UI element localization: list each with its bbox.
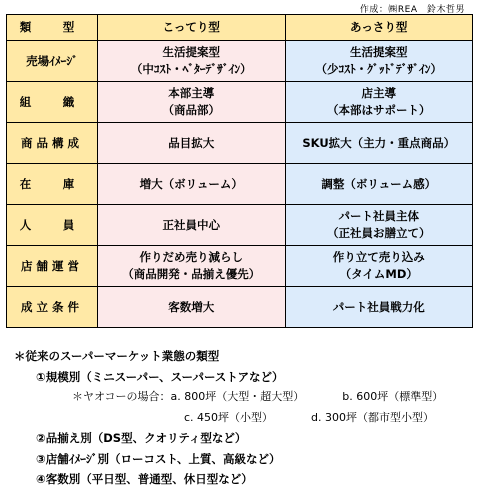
table-row — [7, 123, 473, 164]
note-yaoko-line-1 — [14, 387, 443, 408]
row-label — [7, 287, 98, 328]
kotteri-cell — [98, 82, 286, 123]
row-label-text: 在 庫 — [19, 176, 85, 191]
assari-cell — [285, 205, 473, 246]
cell-line: 生活提案型 — [162, 45, 220, 59]
assari-cell — [285, 164, 473, 205]
note-item-2: ②品揃え別（DS型、クオリティ型など） — [36, 431, 247, 445]
row-label — [7, 246, 98, 287]
row-label — [7, 164, 98, 205]
cell-line: 本部主導 — [168, 86, 215, 100]
note-yaoko-line-2 — [14, 408, 443, 429]
row-label-text: 店舗運営 — [21, 258, 83, 273]
kotteri-cell — [98, 41, 286, 82]
comparison-table — [6, 14, 473, 328]
header-type — [7, 15, 98, 41]
author-credit: 作成：㈱REA 鈴木哲男 — [359, 5, 465, 15]
yaoko-d: d. 300坪（都市型小型） — [311, 410, 435, 424]
kotteri-cell — [98, 246, 286, 287]
cell-line: パート社員戦力化 — [332, 299, 425, 314]
table-row — [7, 41, 473, 82]
row-label — [7, 123, 98, 164]
assari-cell — [285, 287, 473, 328]
row-label-text: 成立条件 — [21, 299, 83, 314]
row-label-text: 組 織 — [19, 94, 85, 109]
table-header-row — [7, 15, 473, 41]
row-label — [7, 82, 98, 123]
assari-cell — [285, 246, 473, 287]
cell-line: （商品部） — [162, 103, 220, 117]
header-type-label: 類 型 — [19, 20, 85, 34]
row-label — [7, 205, 98, 246]
cell-line: （タイムMD） — [339, 267, 418, 281]
cell-line: パート社員主体 — [338, 209, 419, 223]
kotteri-cell — [98, 205, 286, 246]
header-assari: あっさり型 — [285, 15, 473, 41]
cell-line: （中ｺｽﾄ・ﾍﾞﾀｰﾃﾞｻﾞｲﾝ） — [130, 62, 252, 76]
cell-line: 正社員中心 — [162, 217, 220, 232]
cell-line: 生活提案型 — [350, 45, 408, 59]
cell-line: 作り立て売り込み — [332, 250, 425, 264]
yaoko-b: b. 600坪（標準型） — [342, 390, 444, 403]
kotteri-cell — [98, 287, 286, 328]
cell-line: 客数増大 — [168, 299, 215, 314]
yaoko-a: ＊ヤオコーの場合：a. 800坪（大型・超大型） — [72, 390, 305, 403]
yaoko-c: c. 450坪（小型） — [184, 410, 274, 424]
cell-line: 増大（ボリューム） — [139, 176, 243, 191]
note-item-3: ③店舗ｲﾒｰｼﾞ別（ローコスト、上質、高級など） — [36, 451, 281, 466]
row-label-text: 商品構成 — [21, 135, 83, 150]
assari-cell — [285, 41, 473, 82]
kotteri-cell — [98, 164, 286, 205]
notes-title: ＊従来のスーパーマーケット業態の類型 — [14, 349, 220, 363]
cell-line: （商品開発・品揃え優先） — [122, 267, 261, 281]
table-row — [7, 205, 473, 246]
kotteri-cell — [98, 123, 286, 164]
table-row — [7, 287, 473, 328]
cell-line: （本部はサポート） — [327, 103, 431, 117]
cell-line: （少ｺｽﾄ・ｸﾞｯﾄﾞﾃﾞｻﾞｲﾝ） — [315, 62, 442, 76]
note-item-4: ④客数別（平日型、普通型、休日型など） — [36, 472, 253, 486]
cell-line: 店主導 — [361, 86, 396, 100]
cell-line: 作りだめ売り減らし — [139, 250, 243, 264]
row-label: 売場ｲﾒｰｼﾞ — [7, 41, 98, 82]
table-row — [7, 164, 473, 205]
notes-section — [14, 346, 443, 490]
assari-cell — [285, 123, 473, 164]
table-row — [7, 246, 473, 287]
row-label-text: 人 員 — [19, 217, 85, 232]
cell-line: 調整（ボリューム感） — [321, 176, 437, 191]
assari-cell — [285, 82, 473, 123]
header-kotteri: こってり型 — [98, 15, 286, 41]
cell-line: SKU拡大（主力・重点商品） — [302, 135, 456, 150]
cell-line: 品目拡大 — [168, 135, 215, 150]
table-row — [7, 82, 473, 123]
note-item-1: ①規模別（ミニスーパー、スーパーストアなど） — [36, 369, 284, 384]
cell-line: （正社員お膳立て） — [327, 226, 431, 240]
